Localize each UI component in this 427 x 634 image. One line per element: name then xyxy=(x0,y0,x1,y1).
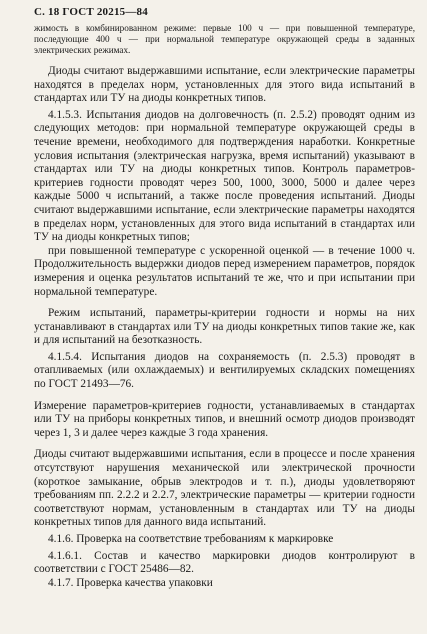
paragraph-accelerated: при повышенной температуре с ускоренной оценкой — в течение 1000 ч. Продолжительность выдержки диодов перед измерением параметров, порядок измерения и оценка результатов испытаний те же, что и при испытании при нормальной температуре. xyxy=(34,244,415,298)
paragraph-test-mode: Режим испытаний, параметры-критерии годности и нормы на них устанавливают в стандартах или ТУ на диоды конкретных типов такие же, как и для испытаний на безотказность. xyxy=(34,307,415,347)
paragraph-storage-criteria: Диоды считают выдержавшими испытания, если в процессе и после хранения отсутствуют нарушения механической или электрической прочности (короткое замыкание, обрыв электродов и т. п.), диоды удовлетворяют требованиям пп. 2.2.2 и 2.2.7, электрические параметры — критерии годности соответствуют нормам, установленным в стандартах или ТУ на диоды конкретных типов для данного вида испытаний. xyxy=(34,448,415,529)
page-header: С. 18 ГОСТ 20215—84 xyxy=(34,6,148,18)
continuation-paragraph: жимость в комбинированном режиме: первые 100 ч — при повышенной температуре, последующие 400 ч — при нормальной температуре окружающей среды в заданных электрических режимах. xyxy=(34,23,415,55)
paragraph-4-1-5-3: 4.1.5.3. Испытания диодов на долговечность (п. 2.5.2) проводят одним из следующих методов: при нормальной температуре окружающей среды в течение времени, необходимого для подтверждения наработки. Конкретные условия испытания (электрическая нагрузка, время испытаний) указывают в стандартах или ТУ на диоды конкретных типов. Контроль параметров-критериев годности проводят через 500, 1000, 3000, 5000 и далее через каждые 5000 ч испытаний, а также после проведения испытаний. Диоды считают выдержавшими испытание, если электрические параметры находятся в пределах норм, установленных для этого вида испытаний в стандартах или ТУ на диоды конкретных типов; xyxy=(34,108,415,244)
paragraph-criteria: Диоды считают выдержавшими испытание, если электрические параметры находятся в пределах норм, установленных для этого вида испытаний в стандартах или ТУ на диоды конкретных типов. xyxy=(34,65,415,105)
heading-4-1-6: 4.1.6. Проверка на соответствие требованиям к маркировке xyxy=(48,533,334,545)
paragraph-measurement: Измерение параметров-критериев годности, устанавливаемых в стандартах или ТУ на приборы конкретных типов, и внешний осмотр диодов производят через 1, 3 и далее через каждые 3 года хранения. xyxy=(34,399,415,439)
paragraph-4-1-5-4: 4.1.5.4. Испытания диодов на сохраняемость (п. 2.5.3) проводят в отапливаемых (или охлаждаемых) и вентилируемых складских помещениях по ГОСТ 21493—76. xyxy=(34,350,415,391)
heading-4-1-7: 4.1.7. Проверка качества упаковки xyxy=(48,576,213,589)
paragraph-4-1-6-1: 4.1.6.1. Состав и качество маркировки диодов контролируют в соответствии с ГОСТ 25486—82. xyxy=(34,549,415,576)
